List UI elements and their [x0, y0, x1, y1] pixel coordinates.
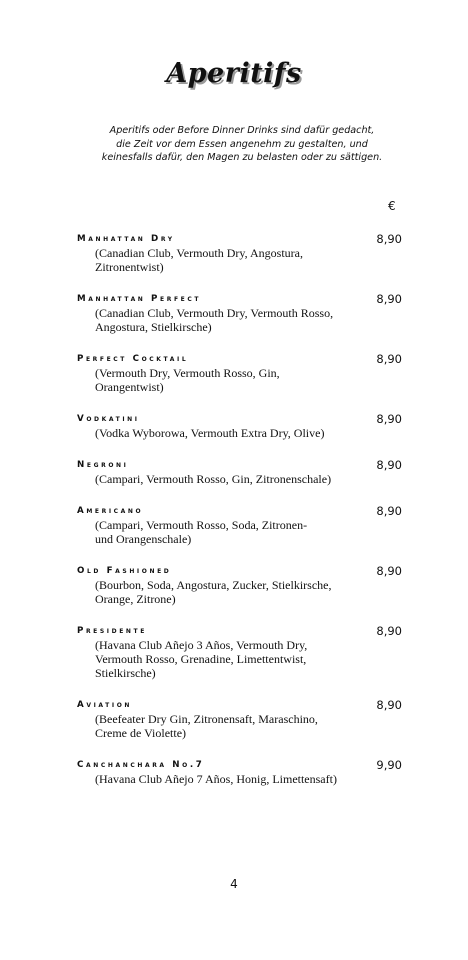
- menu-item: [77, 412, 407, 440]
- menu-item-description-line: (Campari, Vermouth Rosso, Gin, Zitronenschale): [95, 472, 332, 486]
- menu-item-description-line: (Vodka Wyborowa, Vermouth Extra Dry, Olive): [95, 426, 325, 440]
- menu-item-description-line: und Orangenschale): [95, 532, 192, 546]
- menu-item-description: [95, 426, 367, 440]
- currency-symbol: €: [388, 199, 396, 213]
- menu-item-name: Manhattan Perfect: [77, 294, 202, 304]
- menu-item: [77, 758, 407, 786]
- menu-item-name: Manhattan Dry: [77, 234, 175, 244]
- menu-item-description-line: Orangentwist): [95, 380, 164, 394]
- intro-line: Aperitifs oder Before Dinner Drinks sind dafür gedacht,: [109, 125, 375, 136]
- menu-item-name: Vodkatini: [77, 414, 140, 424]
- menu-item-name: Canchanchara No.7: [77, 760, 205, 770]
- menu-item-description: [95, 578, 367, 606]
- menu-item-description-line: (Havana Club Añejo 3 Años, Vermouth Dry,: [95, 638, 308, 652]
- menu-item-description: [95, 712, 367, 740]
- menu-item: [77, 232, 407, 274]
- menu-item-description-line: Angostura, Stielkirsche): [95, 320, 212, 334]
- menu-list: [77, 232, 407, 804]
- menu-item: [77, 458, 407, 486]
- menu-item-description-line: (Canadian Club, Vermouth Dry, Vermouth Rosso,: [95, 306, 334, 320]
- intro-text: [60, 124, 424, 165]
- menu-item-description-line: Orange, Zitrone): [95, 592, 176, 606]
- page-title: Aperitifs: [166, 58, 302, 89]
- menu-item: [77, 624, 407, 680]
- menu-item-description-line: Stielkirsche): [95, 666, 156, 680]
- menu-item-price: 8,90: [376, 352, 402, 366]
- menu-item-price: 8,90: [376, 624, 402, 638]
- menu-item-name: Americano: [77, 506, 144, 516]
- menu-item-description-line: Vermouth Rosso, Grenadine, Limettentwist,: [95, 652, 307, 666]
- menu-item-name: Old Fashioned: [77, 566, 172, 576]
- menu-item-name: Presidente: [77, 626, 147, 636]
- menu-item-price: 8,90: [376, 292, 402, 306]
- menu-item-description: [95, 638, 367, 680]
- menu-item-description-line: Creme de Violette): [95, 726, 187, 740]
- menu-item-price: 9,90: [376, 758, 402, 772]
- page-number: 4: [230, 877, 238, 891]
- menu-item-description: [95, 472, 367, 486]
- menu-item-description-line: (Vermouth Dry, Vermouth Rosso, Gin,: [95, 366, 280, 380]
- menu-item-description-line: (Canadian Club, Vermouth Dry, Angostura,: [95, 246, 303, 260]
- menu-item-description: [95, 518, 367, 546]
- menu-item-description-line: (Beefeater Dry Gin, Zitronensaft, Maraschino,: [95, 712, 318, 726]
- menu-item: [77, 504, 407, 546]
- menu-item-description-line: Zitronentwist): [95, 260, 164, 274]
- menu-item: [77, 352, 407, 394]
- menu-item-description-line: (Havana Club Añejo 7 Años, Honig, Limettensaft): [95, 772, 337, 786]
- menu-item-description: [95, 772, 367, 786]
- menu-item-price: 8,90: [376, 564, 402, 578]
- menu-item: [77, 564, 407, 606]
- menu-item-price: 8,90: [376, 698, 402, 712]
- menu-item-price: 8,90: [376, 412, 402, 426]
- menu-item-description: [95, 246, 367, 274]
- menu-item: [77, 698, 407, 740]
- menu-item-description: [95, 366, 367, 394]
- menu-item-description-line: (Campari, Vermouth Rosso, Soda, Zitronen-: [95, 518, 308, 532]
- menu-item: [77, 292, 407, 334]
- menu-item-name: Negroni: [77, 460, 129, 470]
- intro-line: keinesfalls dafür, den Magen zu belasten oder zu sättigen.: [101, 152, 383, 163]
- intro-line: die Zeit vor dem Essen angenehm zu gestalten, und: [116, 138, 368, 150]
- menu-item-description: [95, 306, 367, 334]
- menu-item-price: 8,90: [376, 458, 402, 472]
- menu-item-price: 8,90: [376, 504, 402, 518]
- menu-item-price: 8,90: [376, 232, 402, 246]
- menu-item-name: Aviation: [77, 700, 133, 710]
- menu-item-description-line: (Bourbon, Soda, Angostura, Zucker, Stielkirsche,: [95, 578, 332, 592]
- menu-item-name: Perfect Cocktail: [77, 354, 189, 364]
